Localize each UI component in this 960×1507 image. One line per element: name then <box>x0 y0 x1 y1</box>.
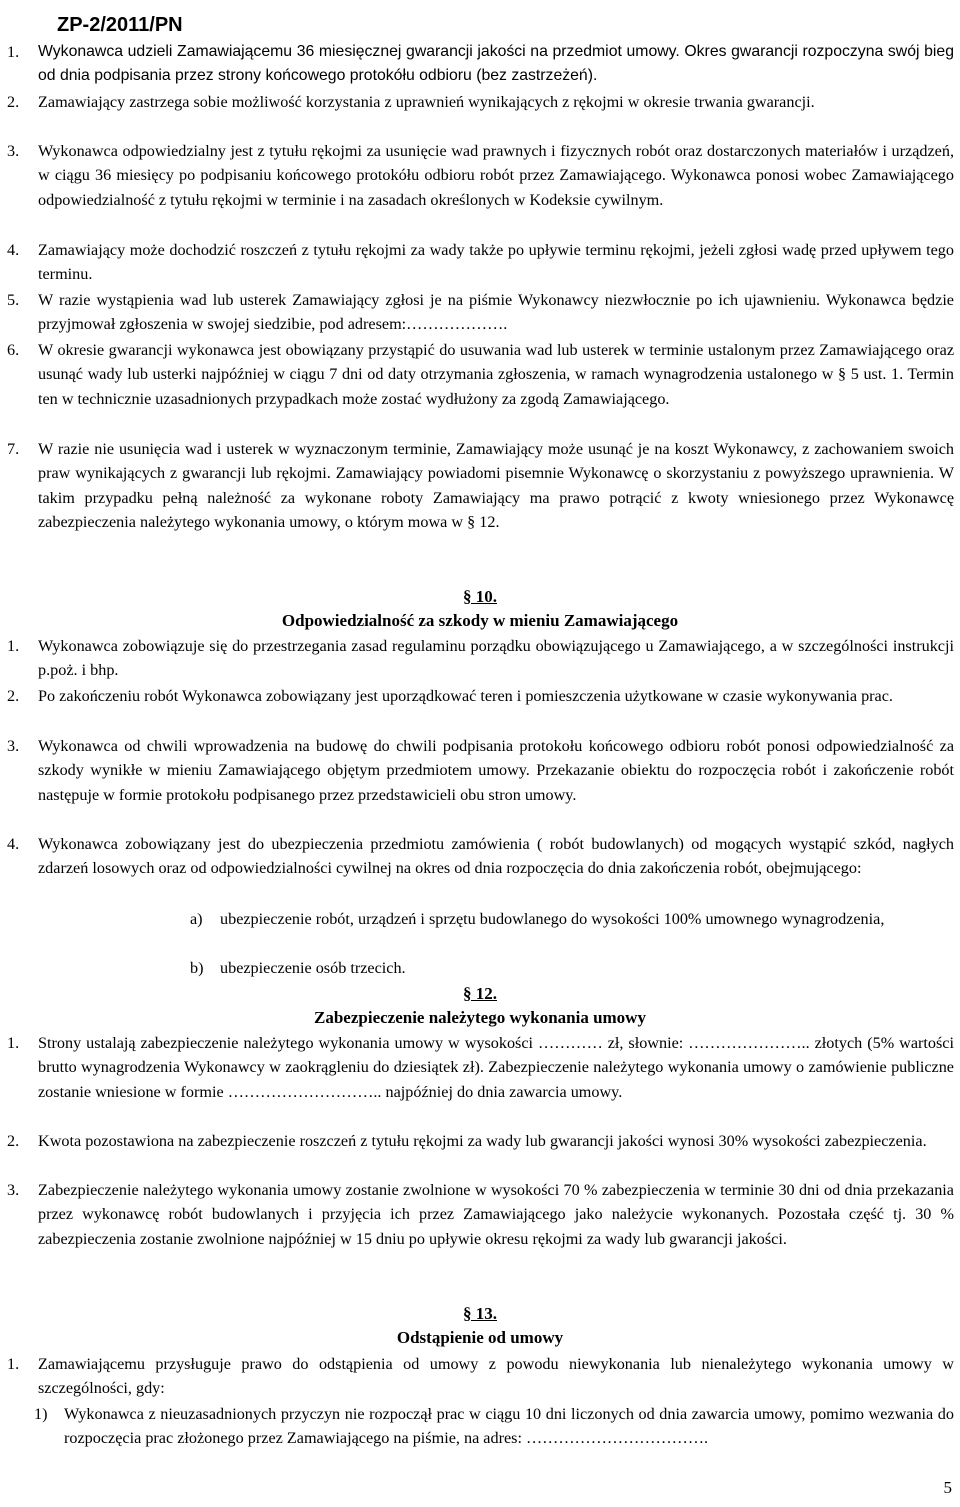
list-item: 2. Po zakończeniu robót Wykonawca zobowiązany jest uporządkować teren i pomieszczenia użytkowane w czasie wykonywania prac. <box>7 687 893 705</box>
section-title: Odstąpienie od umowy <box>396 1328 564 1347</box>
list-item: 1. Strony ustalają zabezpieczenie należytego wykonania umowy w wysokości ………… zł, słownie: ………………….. złotych (5% wartości brutto wynagrodzenia Wykonawcy w zaokrągleniu do dziesiątek zł). Zabezpieczenie należytego wykonania umowy o zamówienie publiczne zostanie wniesione w formie ……………………….. najpóźniej do dnia zawarcia umowy. <box>7 1034 954 1101</box>
section-number: § 13. <box>463 1304 497 1323</box>
sub-list-item: b) ubezpieczenie osób trzecich. <box>190 959 406 977</box>
list-item: 1. Wykonawca udzieli Zamawiającemu 36 miesięcznej gwarancji jakości na przedmiot umowy. Okres gwarancji rozpoczyna swój bieg od dnia podpisania przez strony końcowego protokółu odbioru (bez zastrzeżeń). <box>7 43 954 85</box>
list-item: 4. Zamawiający może dochodzić roszczeń z tytułu rękojmi za wady także po upływie terminu rękojmi, jeżeli zgłosi wadę przed upływem tego terminu. <box>7 241 954 284</box>
sub-list-item: 1) Wykonawca z nieuzasadnionych przyczyn nie rozpoczął prac w ciągu 10 dni liczonych od dnia zawarcia umowy, pomimo wezwania do rozpoczęcia prac złożonego przez Zamawiającego na piśmie, na adres: ……………………………. <box>34 1405 954 1448</box>
list-item: 7. W razie nie usunięcia wad i usterek w wyznaczonym terminie, Zamawiający może usunąć je na koszt Wykonawcy, z zachowaniem swoich praw wynikających z gwarancji lub rękojmi. Zamawiający powiadomi pisemnie Wykonawcę o skorzystaniu z powyższego uprawnienia. W takim przypadku pełną należność za wykonane roboty Zamawiający ma prawo potrącić z kwoty wniesionego przez Wykonawcę zabezpieczenia należytego wykonania umowy, o którym mowa w § 12. <box>7 440 954 532</box>
section-number: § 12. <box>463 984 497 1003</box>
list-item: 3. Wykonawca od chwili wprowadzenia na budowę do chwili podpisania protokołu końcowego odbioru robót ponosi odpowiedzialność za szkody wynikłe w mieniu Zamawiającego objętym przedmiotem umowy. Przekazanie obiektu do rozpoczęcia robót i zakończenie robót następuje w formie protokołu podpisanego przez przedstawicieli obu stron umowy. <box>7 737 954 804</box>
section-title: Zabezpieczenie należytego wykonania umowy <box>314 1008 646 1027</box>
list-item: 5. W razie wystąpienia wad lub usterek Zamawiający zgłosi je na piśmie Wykonawcy niezwłocznie po ich ujawnieniu. Wykonawca będzie przyjmował zgłoszenia w swojej siedzibie, pod adresem:………………. <box>7 291 954 334</box>
list-item: 2. Zamawiający zastrzega sobie możliwość korzystania z uprawnień wynikających z rękojmi w okresie trwania gwarancji. <box>7 93 815 111</box>
document-code: ZP-2/2011/PN <box>57 14 183 36</box>
section-title: Odpowiedzialność za szkody w mieniu Zamawiającego <box>281 611 679 630</box>
list-item: 6. W okresie gwarancji wykonawca jest obowiązany przystąpić do usuwania wad lub usterek w terminie ustalonym przez Zamawiającego oraz usunąć wady lub usterki najpóźniej w ciągu 7 dni od daty otrzymania zgłoszenia, w ramach wynagrodzenia ustalonego w § 5 ust. 1. Termin ten w technicznie uzasadnionych przypadkach może zostać wydłużony za zgodą Zamawiającego. <box>7 341 954 408</box>
list-item: 3. Wykonawca odpowiedzialny jest z tytułu rękojmi za usunięcie wad prawnych i fizycznych robót oraz dostarczonych materiałów i urządzeń, w ciągu 36 miesięcy po podpisaniu końcowego protokółu odbioru robót przez Zamawiającego. Wykonawca ponosi wobec Zamawiającego odpowiedzialność z tytułu rękojmi w terminie i na zasadach określonych w Kodeksie cywilnym. <box>7 142 954 209</box>
list-item: 2. Kwota pozostawiona na zabezpieczenie roszczeń z tytułu rękojmi za wady lub gwarancji jakości wynosi 30% wysokości zabezpieczenia. <box>7 1132 927 1150</box>
list-item: 1. Wykonawca zobowiązuje się do przestrzegania zasad regulaminu porządku obowiązującego u Zamawiającego, a w szczególności instrukcji p.poż. i bhp. <box>7 637 954 680</box>
list-item: 4. Wykonawca zobowiązany jest do ubezpieczenia przedmiotu zamówienia ( robót budowlanych) od mogących wystąpić szkód, nagłych zdarzeń losowych oraz od odpowiedzialności cywilnej na okres od dnia rozpoczęcia do dnia zakończenia robót, obejmującego: <box>7 835 954 878</box>
list-item: 1. Zamawiającemu przysługuje prawo do odstąpienia od umowy z powodu niewykonania lub nienależytego wykonania umowy w szczególności, gdy: <box>7 1355 954 1398</box>
sub-list-item: a) ubezpieczenie robót, urządzeń i sprzętu budowlanego do wysokości 100% umownego wynagrodzenia, <box>190 910 885 928</box>
page-number: 5 <box>943 1478 952 1497</box>
list-item: 3. Zabezpieczenie należytego wykonania umowy zostanie zwolnione w wysokości 70 % zabezpieczenia w terminie 30 dni od dnia przekazania przez wykonawcę robót budowlanych i przyjęcia ich przez Zamawiającego jako należycie wykonanych. Pozostała część tj. 30 % zabezpieczenia zostanie zwolnione najpóźniej w 15 dniu po upływie okresu rękojmi za wady lub gwarancji jakości. <box>7 1181 954 1248</box>
section-number: § 10. <box>463 587 497 606</box>
